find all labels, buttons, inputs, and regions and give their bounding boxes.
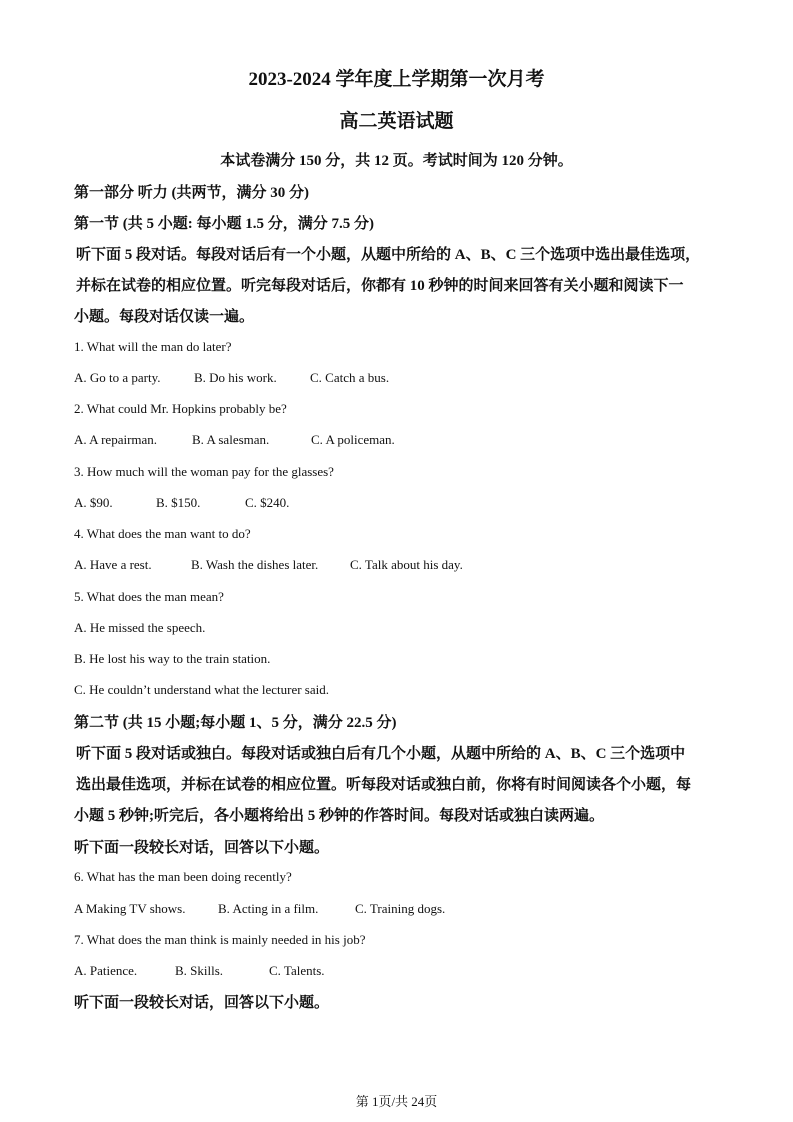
option-c: C. Talents. xyxy=(269,963,325,978)
question-stem: 3. How much will the woman pay for the glasses? xyxy=(74,464,334,479)
option-a: A Making TV shows. xyxy=(74,901,186,916)
section2-instruction-line: 听下面 5 段对话或独白。每段对话或独白后有几个小题，从题中所给的 A、B、C 三个选项中 xyxy=(76,746,686,762)
exam-subtitle: 高二英语试题 xyxy=(339,111,454,132)
question-stem: 1. What will the man do later? xyxy=(74,339,232,354)
section2-instruction-line: 小题 5 秒钟;听完后，各小题将给出 5 秒钟的作答时间。每段对话或独白读两遍。 xyxy=(74,808,604,824)
option-a: A. Have a rest. xyxy=(74,557,152,572)
option-a: A. He missed the speech. xyxy=(74,620,206,635)
section2-heading: 第二节 (共 15 小题;每小题 1、5 分，满分 22.5 分) xyxy=(74,715,397,731)
section2-instruction-line: 选出最佳选项，并标在试卷的相应位置。听每段对话或独白前，你将有时间阅读各个小题，每 xyxy=(76,777,692,793)
option-c: C. $240. xyxy=(245,495,290,510)
option-b: B. He lost his way to the train station. xyxy=(74,651,271,666)
option-b: B. Skills. xyxy=(175,963,224,978)
section1-instruction-line: 小题。每段对话仅读一遍。 xyxy=(74,309,255,325)
option-b: B. A salesman. xyxy=(192,432,270,447)
option-c: C. Talk about his day. xyxy=(350,557,463,572)
section1-instruction-line: 听下面 5 段对话。每段对话后有一个小题，从题中所给的 A、B、C 三个选项中选出最佳选项， xyxy=(76,247,701,263)
option-b: B. $150. xyxy=(156,495,201,510)
question-stem: 7. What does the man think is mainly needed in his job? xyxy=(74,932,366,947)
section1-heading: 第一节 (共 5 小题: 每小题 1.5 分，满分 7.5 分) xyxy=(74,216,374,232)
question-stem: 5. What does the man mean? xyxy=(74,589,224,604)
option-b: B. Wash the dishes later. xyxy=(191,557,319,572)
part1-heading: 第一部分 听力 (共两节，满分 30 分) xyxy=(74,185,309,201)
listening-prompt: 听下面一段较长对话，回答以下小题。 xyxy=(74,840,330,856)
exam-title: 2023-2024 学年度上学期第一次月考 xyxy=(248,69,545,90)
option-c: C. A policeman. xyxy=(311,432,395,447)
section1-instruction-line: 并标在试卷的相应位置。听完每段对话后，你都有 10 秒钟的时间来回答有关小题和阅读下一 xyxy=(76,278,684,294)
question-stem: 4. What does the man want to do? xyxy=(74,526,251,541)
option-c: C. Catch a bus. xyxy=(310,370,390,385)
exam-info: 本试卷满分 150 分，共 12 页。考试时间为 120 分钟。 xyxy=(220,153,573,169)
listening-prompt: 听下面一段较长对话，回答以下小题。 xyxy=(74,995,330,1011)
option-a: A. Patience. xyxy=(74,963,138,978)
question-stem: 6. What has the man been doing recently? xyxy=(74,869,292,884)
option-c: C. Training dogs. xyxy=(355,901,446,916)
option-a: A. A repairman. xyxy=(74,432,158,447)
option-a: A. $90. xyxy=(74,495,113,510)
option-b: B. Do his work. xyxy=(194,370,277,385)
option-c: C. He couldn’t understand what the lecturer said. xyxy=(74,682,329,697)
option-b: B. Acting in a film. xyxy=(218,901,319,916)
page-number: 第 1页/共 24页 xyxy=(355,1094,438,1109)
option-a: A. Go to a party. xyxy=(74,370,161,385)
question-stem: 2. What could Mr. Hopkins probably be? xyxy=(74,401,287,416)
